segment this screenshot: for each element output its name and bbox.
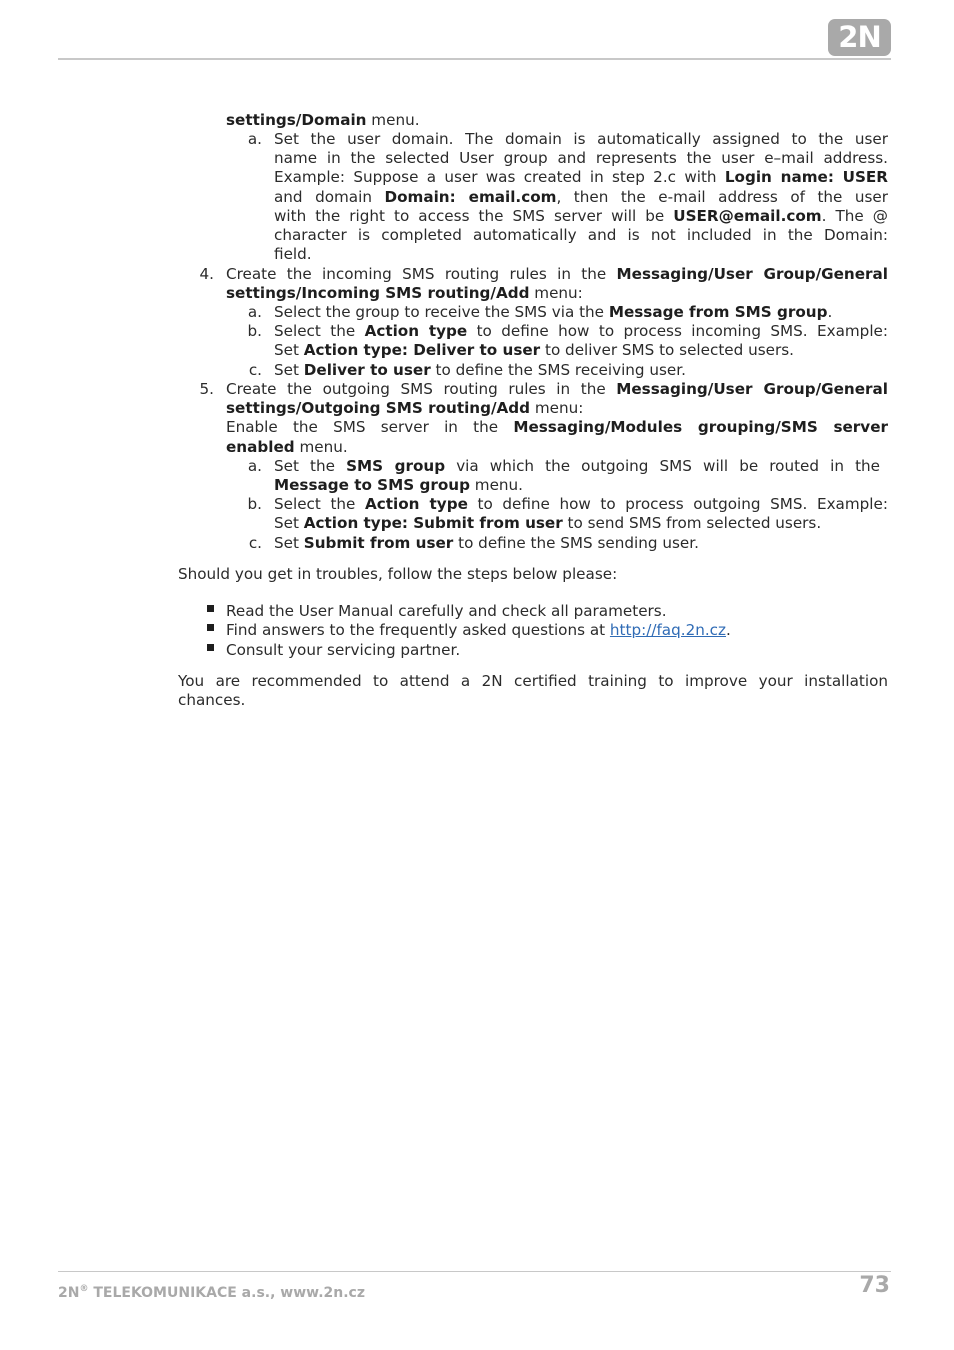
bold-text: Message to SMS group <box>274 476 470 494</box>
paragraph-line: You are recommended to attend a 2N certified training to improve your installation <box>178 672 888 690</box>
list-marker: a. <box>247 130 262 148</box>
paragraph-line: Set the user domain. The domain is automatically assigned to the user <box>274 130 888 148</box>
text: Find answers to the frequently asked questions at <box>226 621 610 639</box>
text: with the right to access the SMS server will be <box>274 207 674 225</box>
footer-rule <box>58 1271 891 1272</box>
paragraph-line <box>226 398 583 418</box>
list-marker: a. <box>247 457 262 475</box>
paragraph-line <box>274 167 888 187</box>
menu-path: enabled <box>226 438 295 456</box>
list-item <box>226 620 731 640</box>
paragraph-line <box>274 321 888 341</box>
paragraph-line: character is completed automatically and is not included in the Domain: <box>274 226 888 244</box>
paragraph-line <box>274 475 523 495</box>
text: and domain <box>274 188 385 206</box>
page-number: 73 <box>859 1273 890 1298</box>
paragraph-line <box>274 513 821 533</box>
menu-path: Messaging/Modules grouping/SMS server <box>513 418 888 436</box>
list-marker: c. <box>248 361 262 379</box>
text: . The @ <box>821 207 888 225</box>
bullet-icon <box>207 644 214 651</box>
bullet-icon <box>207 605 214 612</box>
2n-logo: 2N <box>828 19 891 56</box>
text: Create the outgoing SMS routing rules in the <box>226 380 617 398</box>
text: menu: <box>529 284 583 302</box>
bold-text: Action type: Deliver to user <box>303 341 541 359</box>
paragraph-line <box>226 417 888 437</box>
bold-text: Login name: USER <box>724 168 888 186</box>
text: Enable the SMS server in the <box>226 418 514 436</box>
text: Set the <box>274 457 347 475</box>
text: menu. <box>366 111 420 129</box>
text: Select the group to receive the SMS via the <box>274 303 609 321</box>
text: Set <box>274 361 304 379</box>
text: , then the e-mail address of the user <box>556 188 889 206</box>
paragraph-line: field. <box>274 245 312 263</box>
menu-path: Messaging/User Group/General <box>616 265 888 283</box>
text: . <box>726 621 731 639</box>
text: Create the incoming SMS routing rules in the <box>226 265 617 283</box>
list-marker: c. <box>248 534 262 552</box>
bold-text: Action type <box>365 495 468 513</box>
paragraph-line <box>274 302 832 322</box>
paragraph-line <box>274 206 888 226</box>
paragraph-line <box>274 340 794 360</box>
text: Set <box>274 534 304 552</box>
text: menu. <box>469 476 523 494</box>
menu-path: Messaging/User Group/General <box>616 380 888 398</box>
list-marker: b. <box>247 495 262 513</box>
paragraph-line <box>226 379 888 399</box>
paragraph-line <box>274 456 880 476</box>
bold-text: Submit from user <box>303 534 454 552</box>
text: Select the <box>274 495 365 513</box>
troubles-intro: Should you get in troubles, follow the steps below please: <box>178 565 618 583</box>
text: TELEKOMUNIKACE a.s., www.2n.cz <box>88 1285 365 1301</box>
text: menu. <box>294 438 348 456</box>
step3-tail <box>226 110 420 130</box>
footer-company <box>58 1279 365 1299</box>
paragraph-line: chances. <box>178 691 246 709</box>
faq-link[interactable]: http://faq.2n.cz <box>609 621 727 639</box>
header-rule <box>58 58 891 60</box>
paragraph-line <box>226 437 348 457</box>
text: to send SMS from selected users. <box>562 514 822 532</box>
bullet-icon <box>207 624 214 631</box>
menu-path: settings/Incoming SMS routing/Add <box>226 284 530 302</box>
bold-text: Domain: email.com <box>384 188 557 206</box>
paragraph-line <box>274 533 699 553</box>
bold-text: USER@email.com <box>673 207 822 225</box>
text: . <box>827 303 833 321</box>
text: Example: Suppose a user was created in step 2.c with <box>274 168 725 186</box>
bold-text: SMS group <box>346 457 446 475</box>
paragraph-line <box>274 187 888 207</box>
paragraph-line <box>226 283 583 303</box>
paragraph-line: name in the selected User group and represents the user e–mail address. <box>274 149 888 167</box>
bold-text: Deliver to user <box>303 361 431 379</box>
list-item: Consult your servicing partner. <box>226 641 461 659</box>
text: to define the SMS receiving user. <box>430 361 686 379</box>
menu-path: settings/Domain <box>226 111 367 129</box>
text: to define how to process incoming SMS. Example: <box>467 322 889 340</box>
menu-path: settings/Outgoing SMS routing/Add <box>226 399 531 417</box>
bold-text: Message from SMS group <box>608 303 828 321</box>
list-marker: 5. <box>199 380 214 398</box>
paragraph-line <box>274 360 686 380</box>
text: to define how to process outgoing SMS. Example: <box>467 495 888 513</box>
list-marker: 4. <box>199 265 214 283</box>
paragraph-line <box>274 494 888 514</box>
paragraph-line <box>226 264 888 284</box>
text: to define the SMS sending user. <box>453 534 699 552</box>
text: Select the <box>274 322 365 340</box>
bold-text: Action type <box>364 322 468 340</box>
list-item: Read the User Manual carefully and check all parameters. <box>226 602 667 620</box>
text: via which the outgoing SMS will be routed in the <box>445 457 880 475</box>
text: Set <box>274 514 304 532</box>
text: 2N <box>58 1285 80 1301</box>
list-marker: a. <box>247 303 262 321</box>
bold-text: Action type: Submit from user <box>303 514 563 532</box>
list-marker: b. <box>247 322 262 340</box>
registered-mark: ® <box>79 1284 89 1294</box>
text: menu: <box>530 399 584 417</box>
text: to deliver SMS to selected users. <box>540 341 794 359</box>
text: Set <box>274 341 304 359</box>
